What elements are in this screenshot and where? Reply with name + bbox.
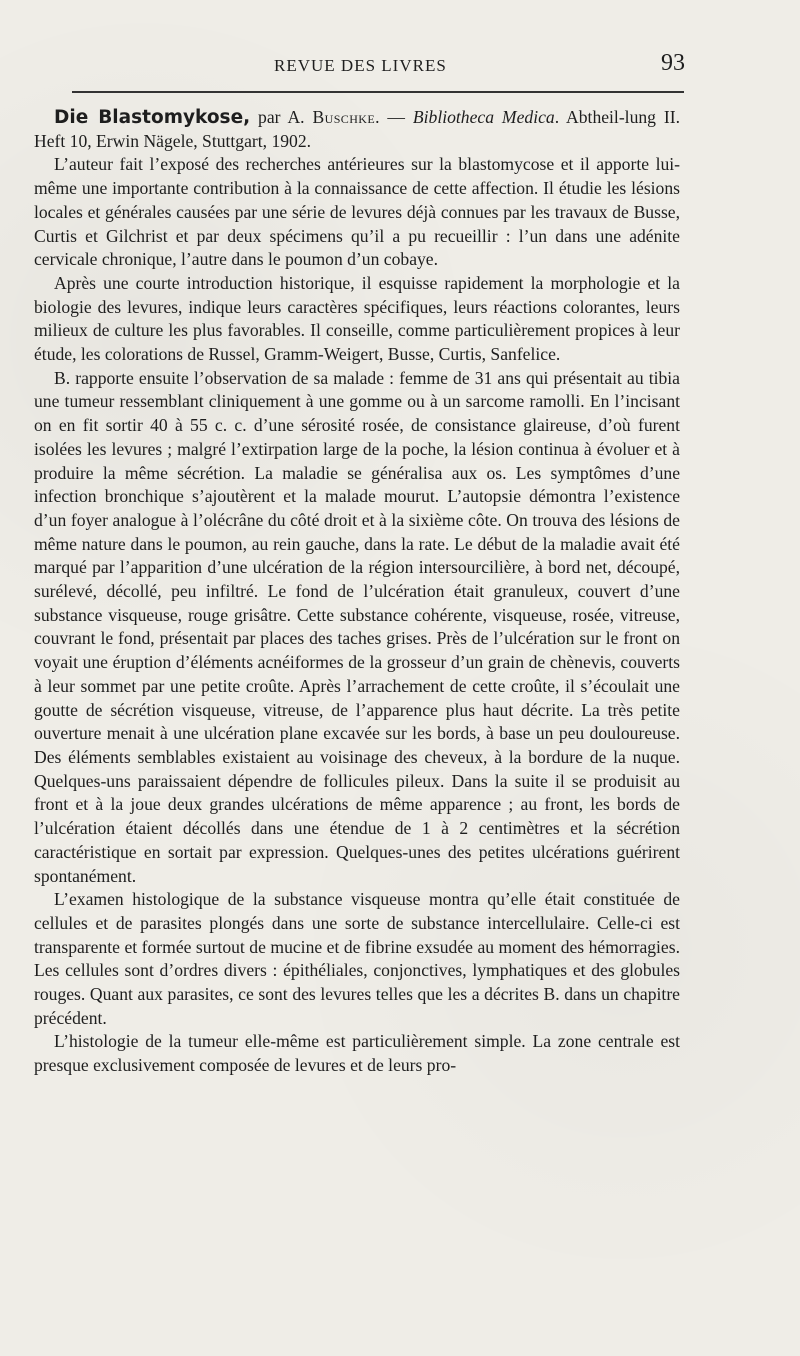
header-rule (72, 91, 684, 93)
paragraph-case: B. rapporte ensuite l’observation de sa malade : femme de 31 ans qui présentait au tibia une tumeur ressemblant cliniquement à une gomme ou à un sarcome ramolli. En l’incisant on en fit sortir 40 à 55 c. c. d’une sérosité rosée, de consistance glaireuse, d’où furent isolées les levures ; malgré l’extirpation large de la poche, la lésion continua à évoluer et à produire la même sécrétion. La maladie se généralisa aux os. Les symptômes d’une infection bronchique s’ajoutèrent et la malade mourut. L’autopsie démontra l’existence d’un foyer analogue à l’olécrâne du côté droit et à la sixième côte. On trouva des lésions de même nature dans le poumon, au rein gauche, dans la rate. Le début de la maladie avait été marqué par l’apparition d’une ulcération de la région intersourcilière, à bord net, découpé, surélevé, décollé, peu infiltré. Le fond de l’ulcération était granuleux, couvert d’une substance visqueuse, rouge grisâtre. Cette substance cohérente, visqueuse, rosée, vitreuse, couvrant le fond, présentait par places des taches grises. Près de l’ulcération sur le front on voyait une éruption d’éléments acnéiformes de la grosseur d’un grain de chènevis, couverts à leur sommet par une petite croûte. Après l’arrachement de cette croûte, il s’écoulait une goutte de sécrétion visqueuse, vitreuse, de l’apparence plus haut décrite. La très petite ouverture menait à une ulcération plane excavée sur les bords, à base un peu douloureuse. Des éléments semblables existaient au voisinage des cheveux, à la bordure de la nuque. Quelques-uns paraissaient dépendre de follicules pileux. Dans la suite il se produisit au front et à la joue deux grandes ulcérations de même apparence ; au front, les bords de l’ulcération étaient décollés dans une étendue de 1 à 2 centimètres et la sécrétion caractéristique en sortait par expression. Quelques-unes des petites ulcérations guérirent spontanément. (34, 367, 680, 886)
running-title: REVUE DES LIVRES (274, 56, 447, 75)
citation-details: . Abtheil-lung II. Heft 10, Erwin Nägele, Stuttgart, 1902. (34, 107, 680, 151)
paragraph-methods: Après une courte introduction historique, il esquisse rapidement la morphologie et la biologie des levures, indique leurs caractères spécifiques, leurs réactions colorantes, leurs milieux de culture les plus favorables. Il conseille, comme particulièrement propices à leur étude, les colorations de Russel, Gramm-Weigert, Busse, Curtis, Sanfelice. (34, 272, 680, 365)
citation-dash: . — (375, 107, 413, 127)
review-text (34, 106, 680, 1078)
paragraph-tumor: L’histologie de la tumeur elle-même est particulièrement simple. La zone centrale est presque exclusivement composée de levures et de leurs pro- (34, 1031, 680, 1076)
page-number: 93 (661, 50, 685, 76)
book-title: Die Blastomykose, (54, 107, 251, 128)
citation-par: par A. (250, 107, 313, 127)
series-title: Bibliotheca Medica (412, 107, 555, 127)
citation-paragraph (34, 106, 680, 153)
paragraph-histology: L’examen histologique de la substance visqueuse montra qu’elle était constituée de cellules et de parasites plongés dans une sorte de substance intercellulaire. Celle-ci est transparente et formée surtout de mucine et de fibrine exsudée au moment des hémorragies. Les cellules sont d’ordres divers : épithéliales, conjonctives, lymphatiques et des globules rouges. Quant aux parasites, ce sont des levures telles que les a décrites B. dans un chapitre précédent. (34, 889, 680, 1028)
author-name: Buschke (312, 107, 376, 127)
paragraph-intro: L’auteur fait l’exposé des recherches antérieures sur la blastomycose et il apporte lui-même une importante contribution à la connaissance de cette affection. Il étudie les lésions locales et générales causées par une série de levures déjà connues par les travaux de Busse, Curtis et Gilchrist et par deux spécimens qu’il a pu recueillir : l’un dans une adénite cervicale chronique, l’autre dans le poumon d’un cobaye. (34, 154, 680, 270)
